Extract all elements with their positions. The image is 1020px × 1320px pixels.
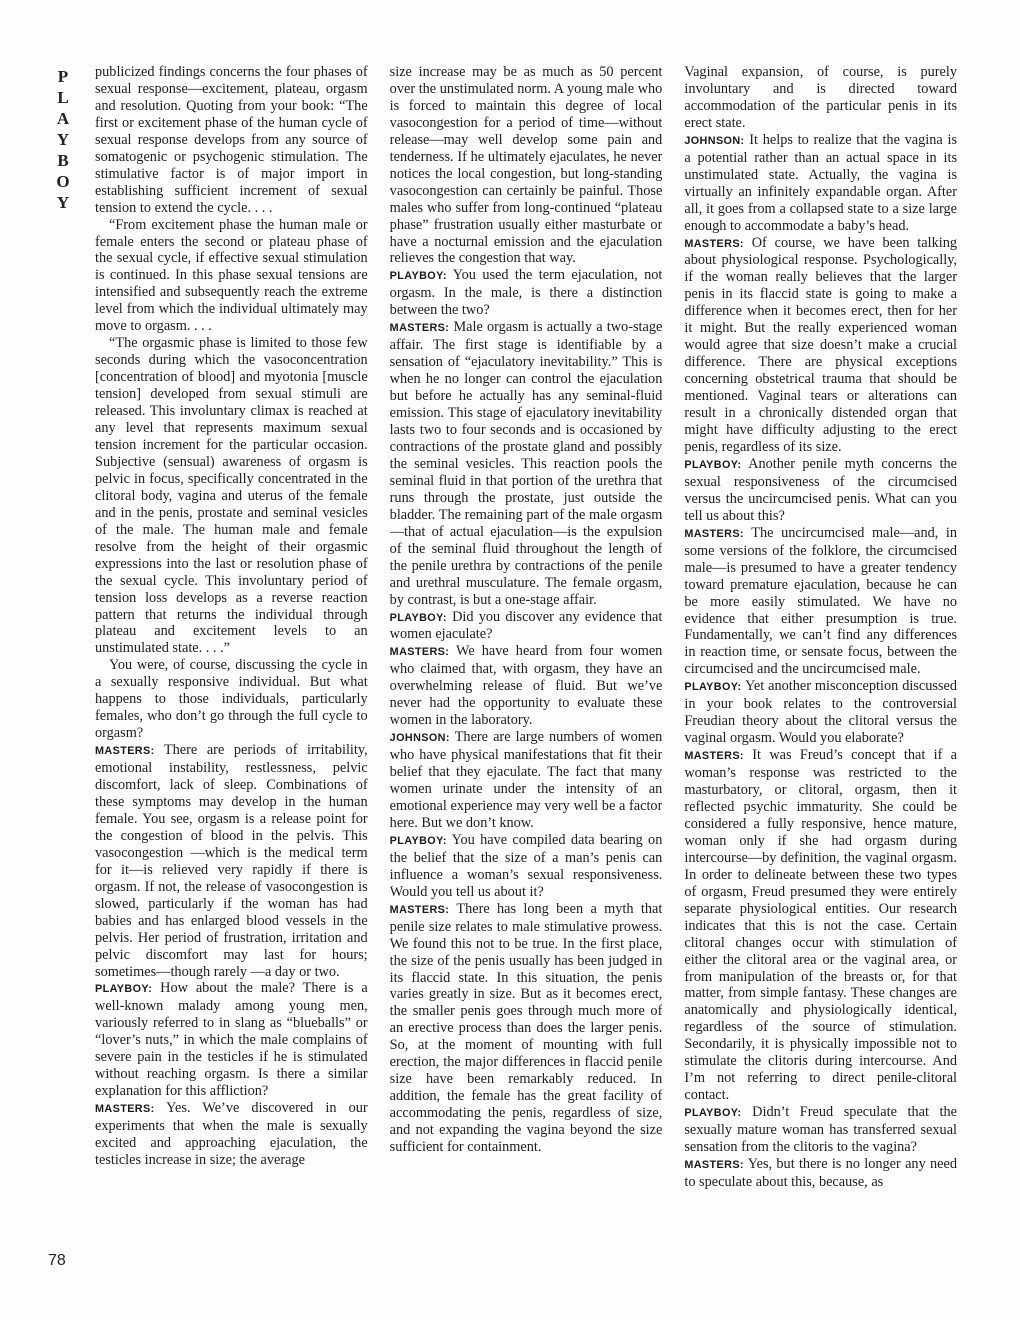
speaker-label: MASTERS: xyxy=(684,527,744,540)
paragraph-text: publicized findings concerns the four phases of sexual response—excitement, plateau, orgasm and resolution. Quoting from your book: “The first or excitement phase of the human cycle of sexual response develops from any source of somatogenic or psychogenic stimulation. The stimulative factor is of major import in establishing sufficient increment of sexual tension to extend the cycle. . . . xyxy=(95,64,368,216)
interview-paragraph xyxy=(684,1104,957,1156)
masthead-letter: O xyxy=(56,172,70,191)
interview-paragraph xyxy=(95,980,368,1100)
interview-paragraph xyxy=(390,729,663,832)
speaker-label: MASTERS: xyxy=(684,1159,744,1171)
speaker-label: JOHNSON: xyxy=(684,134,745,147)
masthead-letter: Y xyxy=(56,193,70,212)
article-paragraph xyxy=(95,64,368,217)
speaker-label: PLAYBOY: xyxy=(389,611,447,624)
interview-paragraph xyxy=(390,319,663,608)
speaker-label: PLAYBOY: xyxy=(684,681,742,694)
interview-paragraph xyxy=(684,525,957,679)
column-1 xyxy=(95,64,368,1276)
article-paragraph xyxy=(390,64,663,267)
paragraph-text: size increase may be as much as 50 percent over the unstimulated norm. A young male who is forced to maintain this degree of local vasocongestion for a period of time—without release—may well develop some pain and tenderness. If he ultimately ejaculates, he never notices the local congestion, but long-standing vasocongestion can certainly be painful. Those males who suffer from long-continued “plateau phase” frustration usually either masturbate or have a nocturnal emission and the ejaculation relieves the congestion that way. xyxy=(389,64,663,267)
speaker-label: PLAYBOY: xyxy=(95,983,153,996)
interview-paragraph xyxy=(95,1100,368,1169)
magazine-masthead xyxy=(52,66,74,213)
interview-paragraph xyxy=(390,609,663,644)
paragraph-text: “From excitement phase the human male or female enters the second or plateau phase of the sexual cycle, if effective sexual stimulation is continued. In this phase sexual tensions are intensified and subsequently reach the extreme level from which the individual ultimately may move to orgasm. . . . xyxy=(95,216,368,335)
masthead-letter: P xyxy=(57,67,69,86)
column-2 xyxy=(390,64,663,1276)
interview-paragraph xyxy=(390,832,663,901)
speaker-label: JOHNSON: xyxy=(389,732,450,745)
paragraph-text: Yes. We’ve discovered in our experiments that when the male is sexually excited and approaching ejaculation, the testicles increase in size; the average xyxy=(95,1100,368,1168)
paragraph-text: There are large numbers of women who have physical manifestations that fit their belief that they ejaculate. The fact that many women urinate under the intensity of an emotional experience may very well be a factor here. But we don’t know. xyxy=(389,729,663,831)
paragraph-text: Of course, we have been talking about physiological response. Psychologically, if the woman really believes that the larger penis in its flaccid state is going to make a difference when it becomes erect, then for her it might. But the really experienced woman would agree that size doesn’t make a crucial difference. There are physical exceptions concerning obstetrical trauma that should be mentioned. Vaginal tears or alterations can result in a chronically distended organ that might have difficulty adjusting to the erect penis, regardless of its size. xyxy=(684,234,958,455)
speaker-label: MASTERS: xyxy=(389,646,450,659)
paragraph-text: Male orgasm is actually a two-stage affair. The first stage is identifiable by a sensation of “ejaculatory inevitability.” This is when he no longer can control the ejaculation but before he actually has any seminal-fluid emission. This stage of ejaculatory inevitability lasts two to four seconds and is occasioned by contractions of the prostate gland and possibly the seminal vesicles. This reaction pools the seminal fluid in that portion of the urethra that runs through the prostate, just outside the bladder. The remaining part of the male orgasm—that of actual ejaculation—is the expulsion of the seminal fluid throughout the length of the penile urethra by contractions of the penile and urethral musculature. The female orgasm, by contrast, is but a one-stage affair. xyxy=(389,319,663,608)
paragraph-text: “The orgasmic phase is limited to those few seconds during which the vasoconcentration [concentration of blood] and myotonia [muscle tension] developed from sexual stimuli are released. This involuntary climax is reached at any level that represents maximum sexual tension increment for the particular occasion. Subjective (sensual) awareness of orgasm is pelvic in focus, specifically concentrated in the clitoral body, vagina and uterus of the female and in the penis, prostate and seminal vesicles of the male. The human male and female resolve from the height of their orgasmic expressions into the last or resolution phase of the sexual cycle. This involuntary period of tension loss develops as a reverse reaction pattern that returns the individual through plateau and excitement levels to an unstimulated state. . . .” xyxy=(95,335,368,657)
speaker-label: MASTERS: xyxy=(684,237,744,250)
interview-paragraph xyxy=(684,747,957,1104)
speaker-label: PLAYBOY: xyxy=(684,1107,742,1120)
interview-paragraph xyxy=(684,1156,957,1191)
speaker-label: MASTERS: xyxy=(389,322,450,335)
interview-paragraph xyxy=(684,456,957,525)
paragraph-text: Vaginal expansion, of course, is purely involuntary and is directed toward accommodation of the particular penis in its erect state. xyxy=(684,64,958,131)
interview-paragraph xyxy=(684,235,957,456)
interview-paragraph xyxy=(684,132,957,235)
interview-paragraph xyxy=(684,678,957,747)
article-paragraph xyxy=(95,657,368,742)
paragraph-text: You used the term ejaculation, not orgasm. In the male, is there a distinction between the two? xyxy=(389,267,663,319)
article-paragraph xyxy=(95,217,368,336)
speaker-label: MASTERS: xyxy=(389,903,450,916)
paragraph-text: Didn’t Freud speculate that the sexually mature woman has transferred sexual sensation from the clitoris to the vagina? xyxy=(684,1104,958,1156)
paragraph-text: There are periods of irritability, emotional instability, restlessness, pelvic discomfort, lack of sleep. Combinations of these symptoms may develop in the human female. You see, orgasm is a release point for the congestion of blood in the pelvis. This vasocongestion —which is the medical term for it—is relieved very rapidly if there is orgasm. If not, the release of vasocongestion is slowed, particularly if the woman has had babies and has enlarged blood vessels in the pelvis. Her period of frustration, irritation and pelvic discomfort may last for hours; sometimes—though rarely —a day or two. xyxy=(95,742,368,980)
paragraph-text: Did you discover any evidence that women ejaculate? xyxy=(389,608,663,643)
paragraph-text: Yes, but there is no longer any need to speculate about this, because, as xyxy=(684,1156,958,1190)
article-paragraph xyxy=(95,335,368,657)
paragraph-text: Yet another misconception discussed in your book relates to the controversial Freudian theory about the clitoral versus the vaginal orgasm. Would you elaborate? xyxy=(684,678,958,747)
article-body xyxy=(95,64,957,1276)
interview-paragraph xyxy=(390,267,663,319)
speaker-label: MASTERS: xyxy=(95,1103,155,1116)
paragraph-text: It was Freud’s concept that if a woman’s response was restricted to the masturbatory, or clitoral, orgasm, then it reflected psychic immaturity. She could be considered a fully responsive, hence mature, woman only if she had orgasm during intercourse—by definition, the vaginal orgasm. In order to delineate between these two types of orgasm, Freud presumed they were entirely separate physiological entities. Our research indicates that this is not the case. Certain clitoral changes occur with stimulation of either the clitoral area or the vaginal area, or from manipulation of the breasts or, for that matter, from simple fantasy. These changes are anatomically and physiologically identical, regardless of the source of stimulation. Secondarily, it is physically impossible not to stimulate the clitoris during intercourse. And I’m not referring to direct penile-clitoral contact. xyxy=(684,747,958,1104)
paragraph-text: Another penile myth concerns the sexual responsiveness of the circumcised versus the uncircumcised penis. What can you tell us about this? xyxy=(684,455,958,524)
paragraph-text: We have heard from four women who claimed that, with orgasm, they have an overwhelming release of fluid. But we’ve never had the opportunity to evaluate these women in the laboratory. xyxy=(389,643,663,729)
paragraph-text: How about the male? There is a well-known malady among young men, variously referred to in slang as “blueballs” or “lover’s nuts,” in which the male complains of severe pain in the testicles if he is stimulated without reaching orgasm. Is there a similar explanation for this affliction? xyxy=(95,980,368,1100)
paragraph-text: The uncircumcised male—and, in some versions of the folklore, the circumcised male—is presumed to have a greater tendency toward premature ejaculation, because he can be more easily stimulated. We have no evidence that either presumption is true. Fundamentally, we can’t find any differences in reaction time, or sensate focus, between the circumcised and the uncircumcised male. xyxy=(684,524,958,678)
column-3 xyxy=(684,64,957,1276)
article-paragraph xyxy=(684,64,957,132)
page-number: 78 xyxy=(48,1252,66,1269)
speaker-label: MASTERS: xyxy=(684,750,744,763)
interview-paragraph xyxy=(95,742,368,980)
speaker-label: PLAYBOY: xyxy=(389,834,447,847)
speaker-label: PLAYBOY: xyxy=(389,270,447,283)
paragraph-text: It helps to realize that the vagina is a potential rather than an actual space in its unstimulated state. Actually, the vagina is virtually an infinitely expandable organ. After all, it goes from a collapsed state to a size large enough to accommodate a baby’s head. xyxy=(684,131,958,234)
masthead-letter: A xyxy=(56,109,70,128)
speaker-label: PLAYBOY: xyxy=(684,458,742,471)
masthead-letter: L xyxy=(57,88,69,107)
paragraph-text: You have compiled data bearing on the belief that the size of a man’s penis can influence a woman’s sexual responsiveness. Would you tell us about it? xyxy=(389,831,663,900)
speaker-label: MASTERS: xyxy=(95,745,155,758)
interview-paragraph xyxy=(390,643,663,729)
masthead-letter: Y xyxy=(56,130,70,149)
paragraph-text: There has long been a myth that penile size relates to male stimulative prowess. We found this not to be true. In the first place, the size of the penis usually has been judged in its flaccid state. In this situation, the penis varies greatly in size. But as it becomes erect, the smaller penis goes through much more of an erective process than does the larger penis. So, at the moment of mounting with full erection, the major differences in flaccid penile size have been remarkably reduced. In addition, the female has the great facility of accommodating the penis, regardless of size, and not expanding the vagina beyond the size sufficient for containment. xyxy=(389,900,663,1156)
masthead-letter: B xyxy=(57,151,69,170)
interview-paragraph xyxy=(390,901,663,1156)
paragraph-text: You were, of course, discussing the cycle in a sexually responsive individual. But what happens to those individuals, particularly females, who don’t go through the full cycle to orgasm? xyxy=(95,657,368,742)
